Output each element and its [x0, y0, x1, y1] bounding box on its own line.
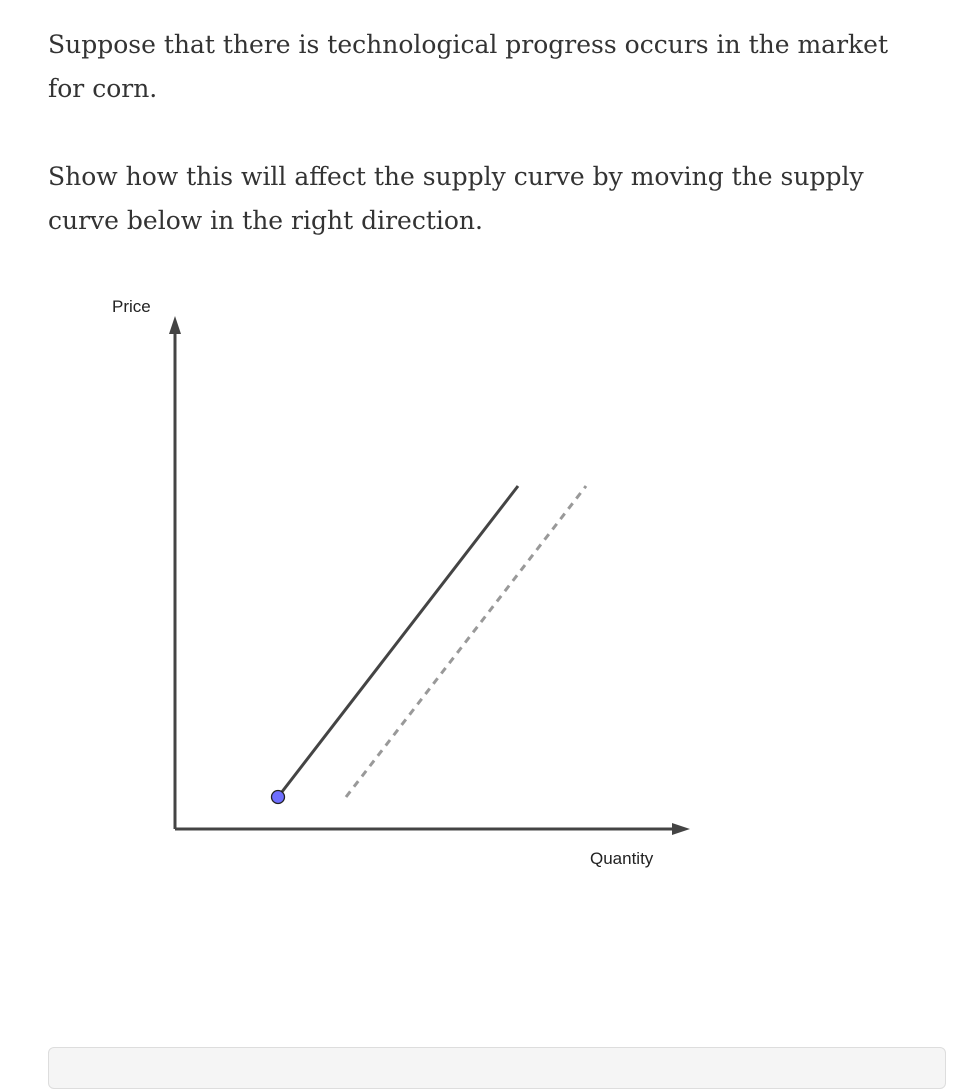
x-axis-arrow-icon: [672, 823, 690, 835]
question-text-1: Suppose that there is technological progress occurs in the market for corn.: [48, 30, 889, 103]
supply-curve-drag-handle[interactable]: [272, 791, 285, 804]
y-axis-arrow-icon: [169, 316, 181, 334]
question-text-2: Show how this will affect the supply curve by moving the supply curve below in the right direction.: [48, 162, 864, 235]
x-axis-label: Quantity: [590, 849, 654, 868]
y-axis-label: Price: [112, 297, 151, 316]
original-supply-curve-dashed: [346, 486, 586, 797]
supply-curve[interactable]: [278, 486, 518, 797]
answer-panel: [48, 1047, 946, 1089]
